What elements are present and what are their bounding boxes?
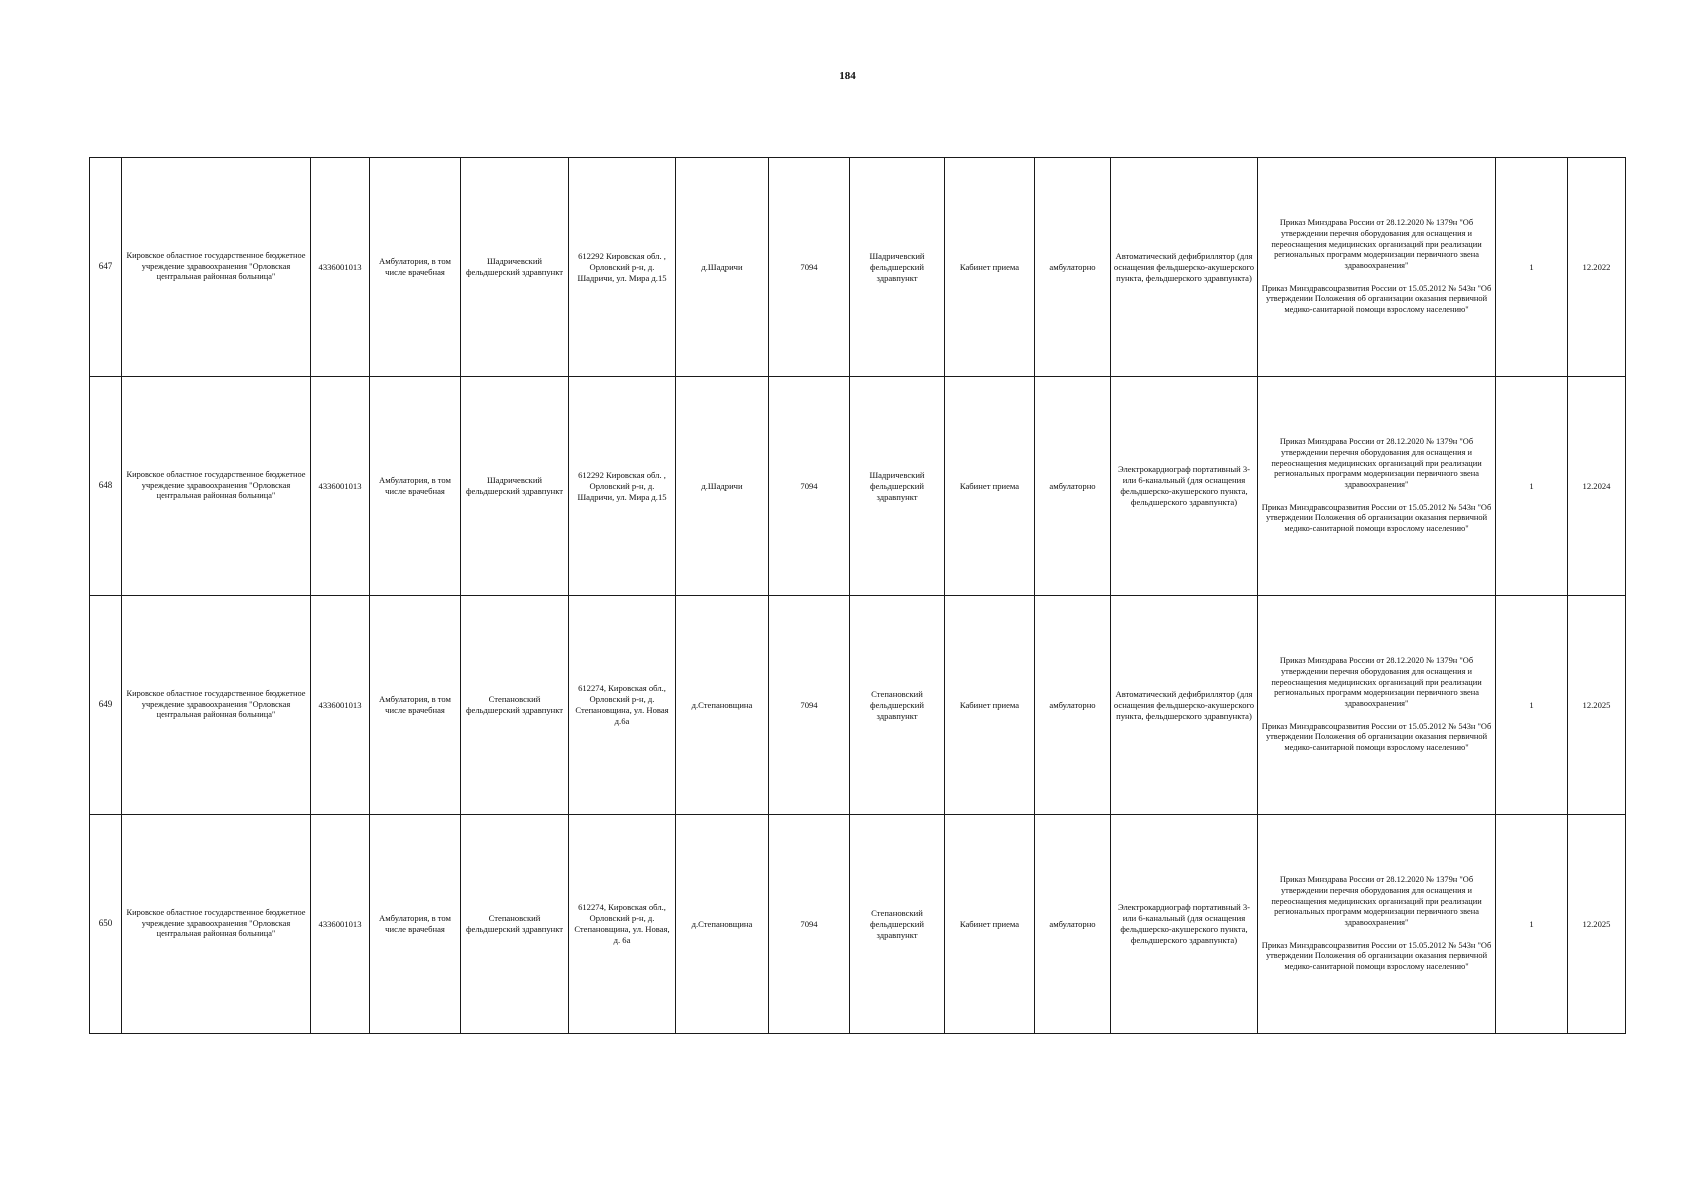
legal-basis-order-1379: Приказ Минздрава России от 28.12.2020 № 1379н "Об утверждении перечня оборудования для оснащения и переоснащения медицинских организаций при реализации региональных программ модернизации первичного звена здравоохранения"	[1271, 656, 1482, 708]
facility-type-cell: Амбулатория, в том числе врачебная	[370, 815, 461, 1034]
legal-basis-order-1379: Приказ Минздрава России от 28.12.2020 № 1379н "Об утверждении перечня оборудования для оснащения и переоснащения медицинских организаций при реализации региональных программ модернизации первичного звена здравоохранения"	[1271, 437, 1482, 489]
table-row	[90, 158, 1626, 377]
organization-cell: Кировское областное государственное бюджетное учреждение здравоохранения "Орловская центральная районная больница"	[122, 596, 311, 815]
legal-basis-order-543: Приказ Минздравсоцразвития России от 15.05.2012 № 543н "Об утверждении Положения об организации оказания первичной медико-санитарной помощи взрослому населению"	[1261, 940, 1492, 972]
room-cell: Кабинет приема	[945, 596, 1035, 815]
facility-name-cell: Шадричевский фельдшерский здравпункт	[461, 158, 569, 377]
organization-cell: Кировское областное государственное бюджетное учреждение здравоохранения "Орловская центральная районная больница"	[122, 377, 311, 596]
unit-cell: Шадричевский фельдшерский здравпункт	[850, 377, 945, 596]
date-cell: 12.2024	[1568, 377, 1626, 596]
code-cell: 7094	[769, 815, 850, 1034]
inn-cell: 4336001013	[311, 377, 370, 596]
facility-name-cell: Степановский фельдшерский здравпункт	[461, 596, 569, 815]
room-cell: Кабинет приема	[945, 377, 1035, 596]
date-cell: 12.2025	[1568, 815, 1626, 1034]
facility-name-cell: Шадричевский фельдшерский здравпункт	[461, 377, 569, 596]
facility-type-cell: Амбулатория, в том числе врачебная	[370, 158, 461, 377]
row-number-cell: 648	[90, 377, 122, 596]
organization-cell: Кировское областное государственное бюджетное учреждение здравоохранения "Орловская центральная районная больница"	[122, 815, 311, 1034]
unit-cell: Шадричевский фельдшерский здравпункт	[850, 158, 945, 377]
care-type-cell: амбулаторно	[1035, 596, 1111, 815]
address-cell: 612274, Кировская обл., Орловский р-н, д. Степановщина, ул. Новая д.6а	[569, 596, 676, 815]
date-cell: 12.2025	[1568, 596, 1626, 815]
legal-basis-order-543: Приказ Минздравсоцразвития России от 15.05.2012 № 543н "Об утверждении Положения об организации оказания первичной медико-санитарной помощи взрослому населению"	[1261, 283, 1492, 315]
room-cell: Кабинет приема	[945, 815, 1035, 1034]
settlement-cell: д.Степановщина	[676, 815, 769, 1034]
unit-cell: Степановский фельдшерский здравпункт	[850, 815, 945, 1034]
legal-basis-cell	[1258, 158, 1496, 377]
unit-cell: Степановский фельдшерский здравпункт	[850, 596, 945, 815]
legal-basis-cell	[1258, 596, 1496, 815]
room-cell: Кабинет приема	[945, 158, 1035, 377]
address-cell: 612292 Кировская обл. , Орловский р-н, д. Шадричи, ул. Мира д.15	[569, 377, 676, 596]
inn-cell: 4336001013	[311, 815, 370, 1034]
date-cell: 12.2022	[1568, 158, 1626, 377]
equipment-cell: Электрокардиограф портативный 3- или 6-канальный (для оснащения фельдшерско-акушерского пункта, фельдшерского здравпункта)	[1111, 377, 1258, 596]
equipment-registry-table	[89, 157, 1626, 1034]
settlement-cell: д.Степановщина	[676, 596, 769, 815]
care-type-cell: амбулаторно	[1035, 377, 1111, 596]
facility-type-cell: Амбулатория, в том числе врачебная	[370, 596, 461, 815]
settlement-cell: д.Шадричи	[676, 158, 769, 377]
inn-cell: 4336001013	[311, 596, 370, 815]
legal-basis-order-1379: Приказ Минздрава России от 28.12.2020 № 1379н "Об утверждении перечня оборудования для оснащения и переоснащения медицинских организаций при реализации региональных программ модернизации первичного звена здравоохранения"	[1271, 218, 1482, 270]
legal-basis-cell	[1258, 815, 1496, 1034]
row-number-cell: 649	[90, 596, 122, 815]
row-number-cell: 647	[90, 158, 122, 377]
legal-basis-order-1379: Приказ Минздрава России от 28.12.2020 № 1379н "Об утверждении перечня оборудования для оснащения и переоснащения медицинских организаций при реализации региональных программ модернизации первичного звена здравоохранения"	[1271, 875, 1482, 927]
care-type-cell: амбулаторно	[1035, 815, 1111, 1034]
table-row	[90, 815, 1626, 1034]
code-cell: 7094	[769, 377, 850, 596]
legal-basis-cell	[1258, 377, 1496, 596]
legal-basis-order-543: Приказ Минздравсоцразвития России от 15.05.2012 № 543н "Об утверждении Положения об организации оказания первичной медико-санитарной помощи взрослому населению"	[1261, 502, 1492, 534]
quantity-cell: 1	[1496, 158, 1568, 377]
equipment-cell: Электрокардиограф портативный 3- или 6-канальный (для оснащения фельдшерско-акушерского пункта, фельдшерского здравпункта)	[1111, 815, 1258, 1034]
page-number: 184	[839, 70, 856, 82]
legal-basis-order-543: Приказ Минздравсоцразвития России от 15.05.2012 № 543н "Об утверждении Положения об организации оказания первичной медико-санитарной помощи взрослому населению"	[1261, 721, 1492, 753]
facility-name-cell: Степановский фельдшерский здравпункт	[461, 815, 569, 1034]
address-cell: 612274, Кировская обл., Орловский р-н, д. Степановщина, ул. Новая, д. 6а	[569, 815, 676, 1034]
table-row	[90, 377, 1626, 596]
row-number-cell: 650	[90, 815, 122, 1034]
table-row	[90, 596, 1626, 815]
code-cell: 7094	[769, 158, 850, 377]
facility-type-cell: Амбулатория, в том числе врачебная	[370, 377, 461, 596]
settlement-cell: д.Шадричи	[676, 377, 769, 596]
address-cell: 612292 Кировская обл. , Орловский р-н, д. Шадричи, ул. Мира д.15	[569, 158, 676, 377]
inn-cell: 4336001013	[311, 158, 370, 377]
equipment-cell: Автоматический дефибриллятор (для оснащения фельдшерско-акушерского пункта, фельдшерского здравпункта)	[1111, 158, 1258, 377]
care-type-cell: амбулаторно	[1035, 158, 1111, 377]
quantity-cell: 1	[1496, 596, 1568, 815]
quantity-cell: 1	[1496, 377, 1568, 596]
quantity-cell: 1	[1496, 815, 1568, 1034]
organization-cell: Кировское областное государственное бюджетное учреждение здравоохранения "Орловская центральная районная больница"	[122, 158, 311, 377]
equipment-cell: Автоматический дефибриллятор (для оснащения фельдшерско-акушерского пункта, фельдшерского здравпункта)	[1111, 596, 1258, 815]
code-cell: 7094	[769, 596, 850, 815]
